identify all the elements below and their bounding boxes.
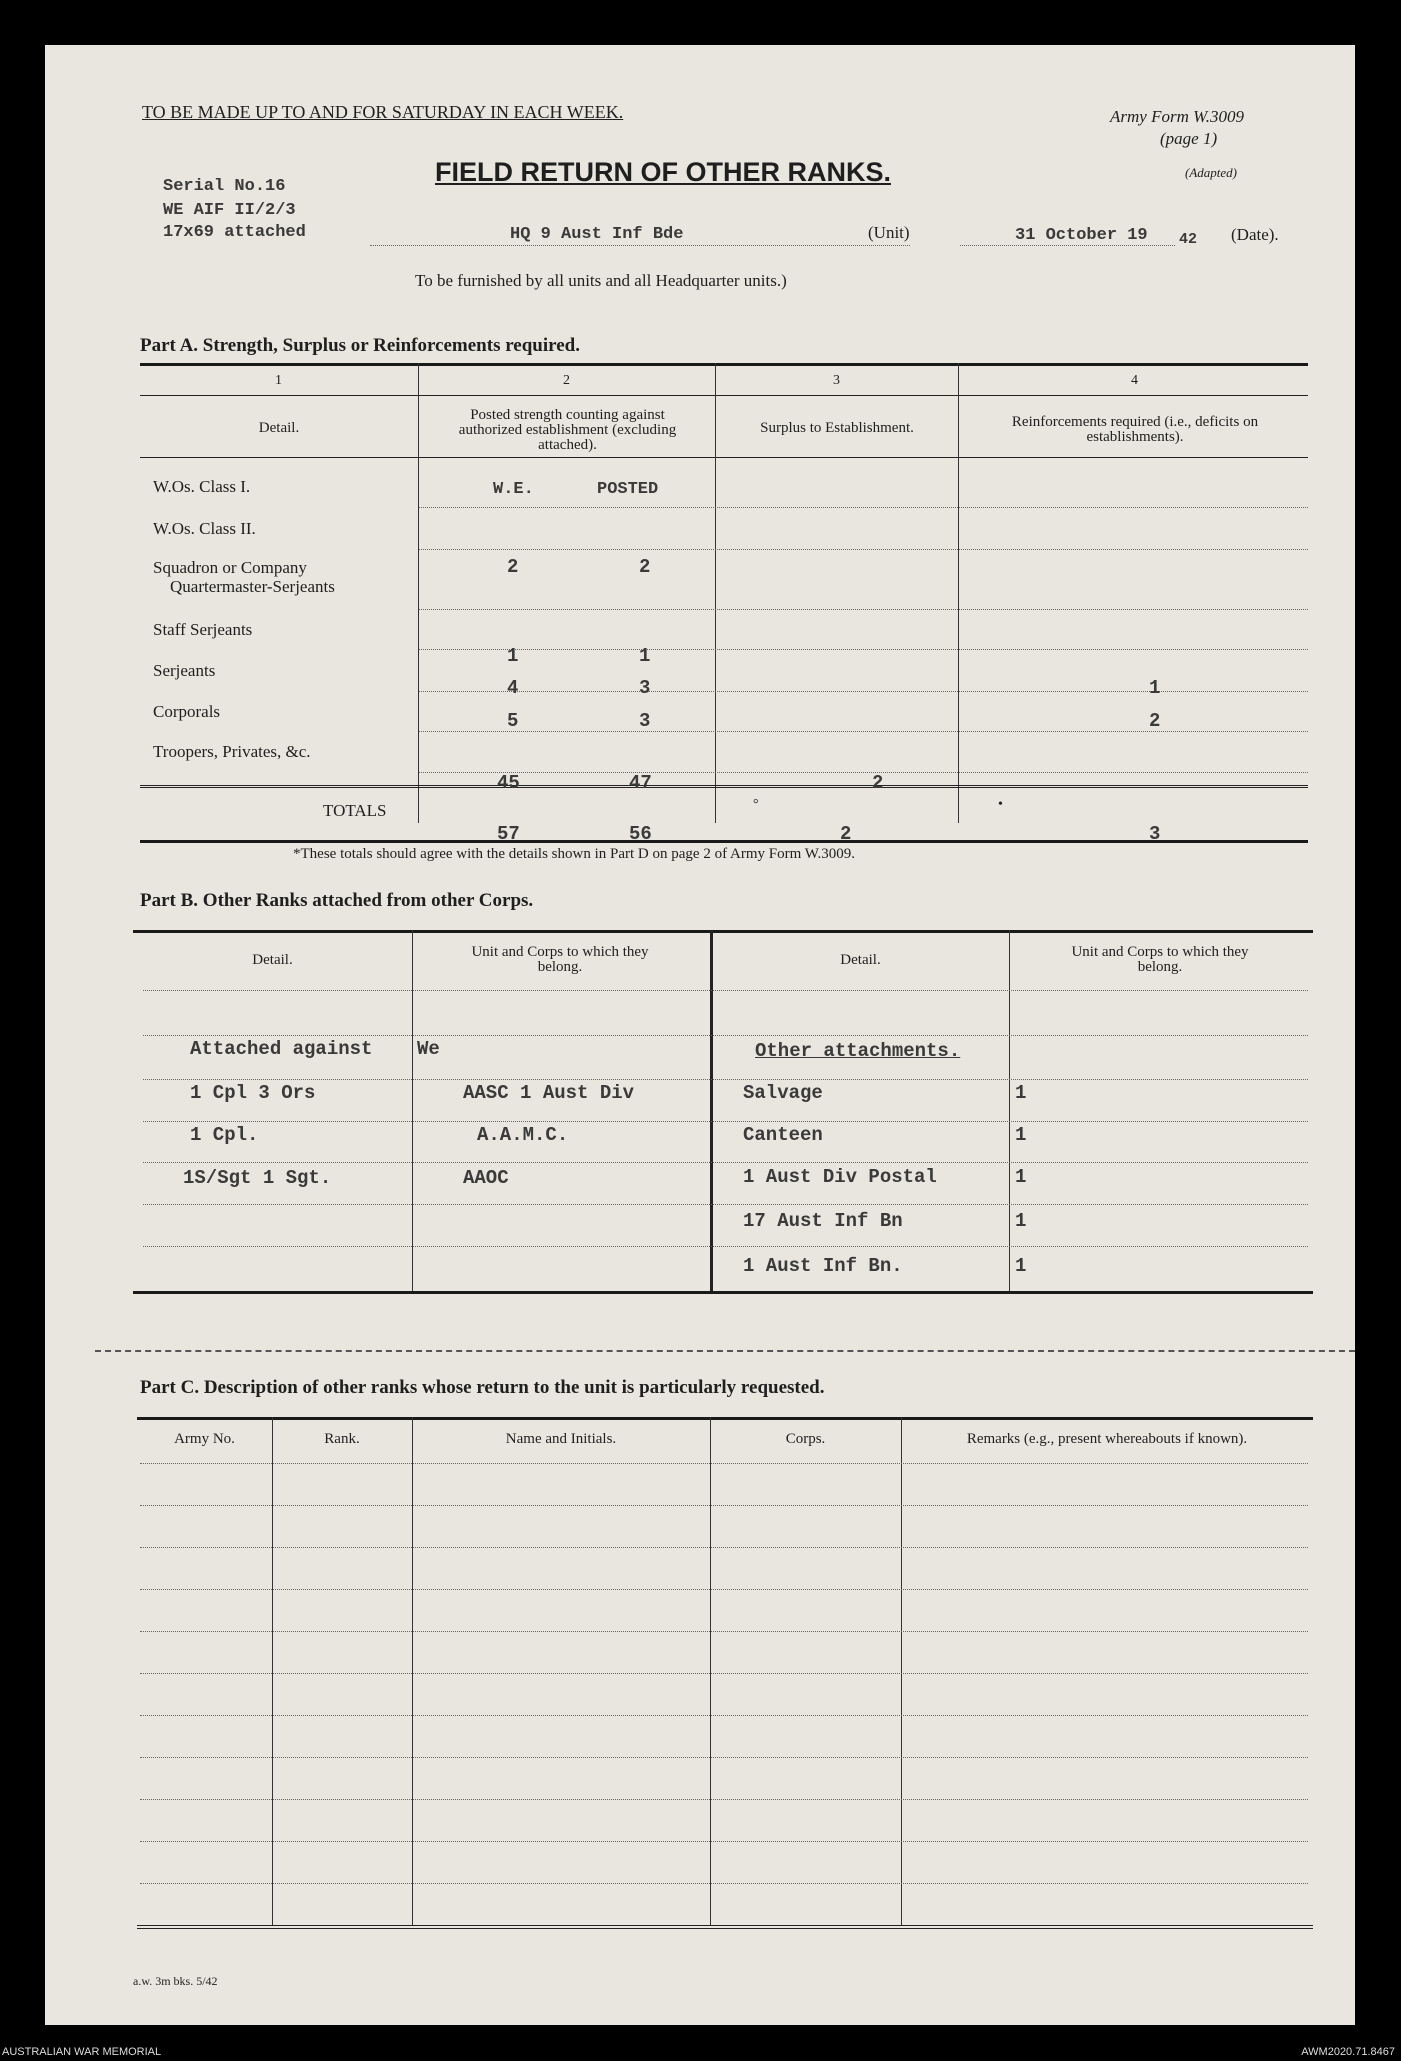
part-b-right-detail: 1 Aust Inf Bn. <box>743 1255 903 1277</box>
part-b-right-unit: 1 <box>1015 1166 1027 1188</box>
part-a-col-number: 4 <box>1131 373 1138 388</box>
part-b-right-detail: 1 Aust Div Postal <box>743 1166 937 1188</box>
part-b-header: Detail. <box>252 952 293 968</box>
we-value: 2 <box>507 556 519 578</box>
part-a-header-posted: Posted strength counting against authorized establishment (excluding attached). <box>458 407 677 453</box>
part-b-right-unit: 1 <box>1015 1082 1027 1104</box>
archive-footer <box>0 2045 1401 2061</box>
part-b-right-unit: 1 <box>1015 1210 1027 1232</box>
part-a-title: Part A. Strength, Surplus or Reinforcements required. <box>140 335 580 356</box>
part-b-left-detail: Attached against <box>190 1038 373 1060</box>
unit-value: HQ 9 Aust Inf Bde <box>510 225 684 244</box>
form-adapted: (Adapted) <box>1185 165 1237 180</box>
part-c-header: Rank. <box>324 1431 360 1447</box>
part-b-right-unit: 1 <box>1015 1255 1027 1277</box>
totals-label: TOTALS <box>323 801 387 820</box>
part-b-right-detail: Canteen <box>743 1124 823 1146</box>
part-a-col-number: 2 <box>563 373 570 388</box>
part-b-left-unit: We <box>417 1038 440 1060</box>
reinforcement-value: 2 <box>1149 710 1161 732</box>
total-surplus: 2 <box>840 823 852 845</box>
part-a-header-detail: Detail. <box>258 420 300 436</box>
posted-value: 47 <box>629 772 652 794</box>
we-column-label: W.E. <box>493 480 534 499</box>
part-a-footnote: *These totals should agree with the details shown in Part D on page 2 of Army Form W.3009. <box>293 846 856 862</box>
posted-column-label: POSTED <box>597 480 659 499</box>
part-c-header: Corps. <box>785 1431 826 1447</box>
part-a-row-label: Corporals <box>153 702 221 721</box>
part-a-row-label: Troopers, Privates, &c. <box>153 742 311 761</box>
part-a-header-reinforcements: Reinforcements required (i.e., deficits on establishments). <box>1011 414 1259 445</box>
part-a-row-label: W.Os. Class I. <box>153 477 251 496</box>
serial-number: Serial No.16 <box>163 177 286 196</box>
part-a-header-surplus: Surplus to Establishment. <box>760 420 914 436</box>
footer-left: AUSTRALIAN WAR MEMORIAL <box>2 2046 162 2058</box>
reinforcement-value: 1 <box>1149 677 1161 699</box>
part-b-left-detail: 1 Cpl. <box>190 1124 259 1146</box>
part-b-header: Unit and Corps to which they belong. <box>1071 944 1249 975</box>
form-page: (page 1) <box>1160 129 1218 148</box>
we-value: 1 <box>507 645 519 667</box>
posted-value: 3 <box>639 677 651 699</box>
posted-value: 2 <box>639 556 651 578</box>
date-label: (Date). <box>1231 225 1279 244</box>
total-posted: 56 <box>629 823 652 845</box>
posted-value: 3 <box>639 710 651 732</box>
page-title: FIELD RETURN OF OTHER RANKS. <box>435 157 891 187</box>
part-b-right-unit: 1 <box>1015 1124 1027 1146</box>
part-a-row-label: Serjeants <box>153 661 216 680</box>
part-a-row-label: Squadron or Company <box>153 558 307 577</box>
part-c-title: Part C. Description of other ranks whose return to the unit is particularly requested. <box>140 1377 825 1398</box>
part-b-right-detail: Salvage <box>743 1082 823 1104</box>
total-we: 57 <box>497 823 520 845</box>
date-year: 42 <box>1179 231 1198 248</box>
we-value: 5 <box>507 710 519 732</box>
part-b-title: Part B. Other Ranks attached from other Corps. <box>140 890 534 911</box>
part-b-left-unit: AASC 1 Aust Div <box>463 1082 635 1104</box>
furnish-note: To be furnished by all units and all Headquarter units.) <box>415 271 787 290</box>
footer-right: AWM2020.71.8467 <box>1301 2046 1395 2058</box>
part-b-header: Detail. <box>840 952 881 968</box>
part-c-header: Name and Initials. <box>505 1431 617 1447</box>
date-value: 31 October 19 <box>1015 226 1148 245</box>
part-c-header: Remarks (e.g., present whereabouts if known). <box>966 1431 1248 1447</box>
part-b-left-unit: AAOC <box>463 1167 509 1189</box>
part-a-col-number: 1 <box>275 373 282 388</box>
document-page: TO BE MADE UP TO AND FOR SATURDAY IN EACH WEEK. Army Form W.3009 (page 1) (Adapted) FIELD RETURN OF OTHER RANKS. Serial No.16 WE AIF II/2/3 17x69 attached HQ 9 Aust Inf Bde (Unit) 31 October 19 42 (Date). To be furnished by all units and all Headquarter units.) Part A. Strength, Surplus or Reinforcements required. 1 2 3 4 Detail. Posted strength counting against authorized establishment (excluding attached). Surplus to Establishment. Reinforcements required (i.e., deficits on establishments). W.E. POSTED W.Os. Class I. W.Os. Class II. Squadron or Company Quartermaster-Serjeants Staff Serjeants Serjeants Corporals Troopers, Privates, &c. 2 2 1 1 4 3 1 5 3 2 45 47 2 TOTALS ° • 57 56 2 3 *These totals should agree with the details shown in Part D on page 2 of Army Form W.3009. Part B. Other Ranks attached from other Corps. Detail. Unit and Corps to which they belong. Detail. Unit and Corps to which they belong. Attached against We 1 Cpl 3 Ors AASC 1 Aust Div 1 Cpl. A.A.M.C. 1S/Sgt 1 Sgt. AAOC Other attachments. Salvage 1 Canteen 1 1 Aust Div Postal 1 17 Aust Inf Bn 1 1 Aust Inf Bn. 1 Part C. Description of other ranks whose return to the unit is particularly requested. Army No. Rank. Name and Initials. Corps. Remarks (e.g., present whereabouts if known). a.w. 3m bks. 5/42 <box>45 45 1355 2025</box>
part-a-row-label: W.Os. Class II. <box>153 519 256 538</box>
printer-note: a.w. 3m bks. 5/42 <box>133 1974 218 1988</box>
total-reinforcements: 3 <box>1149 823 1161 845</box>
part-b-left-detail: 1S/Sgt 1 Sgt. <box>183 1167 332 1189</box>
we-value: 45 <box>497 772 520 794</box>
part-a-row-label: Quartermaster-Serjeants <box>170 577 335 596</box>
surplus-value: 2 <box>872 772 884 794</box>
we-reference: WE AIF II/2/3 <box>163 201 296 220</box>
part-b-right-detail: 17 Aust Inf Bn <box>743 1210 903 1232</box>
form-name: Army Form W.3009 <box>1110 107 1244 126</box>
perforation-line <box>95 1350 1355 1352</box>
part-a-col-number: 3 <box>833 373 840 388</box>
part-b-right-detail: Other attachments. <box>755 1040 961 1062</box>
part-b-header: Unit and Corps to which they belong. <box>471 944 649 975</box>
part-a-row-label: Staff Serjeants <box>153 620 253 639</box>
unit-label: (Unit) <box>868 223 910 242</box>
posted-value: 1 <box>639 645 651 667</box>
part-b-left-detail: 1 Cpl 3 Ors <box>190 1082 316 1104</box>
attached-count: 17x69 attached <box>163 223 306 242</box>
part-b-left-unit: A.A.M.C. <box>477 1124 569 1146</box>
instruction-line: TO BE MADE UP TO AND FOR SATURDAY IN EACH WEEK. <box>142 102 624 122</box>
we-value: 4 <box>507 677 519 699</box>
part-c-header: Army No. <box>174 1431 235 1447</box>
